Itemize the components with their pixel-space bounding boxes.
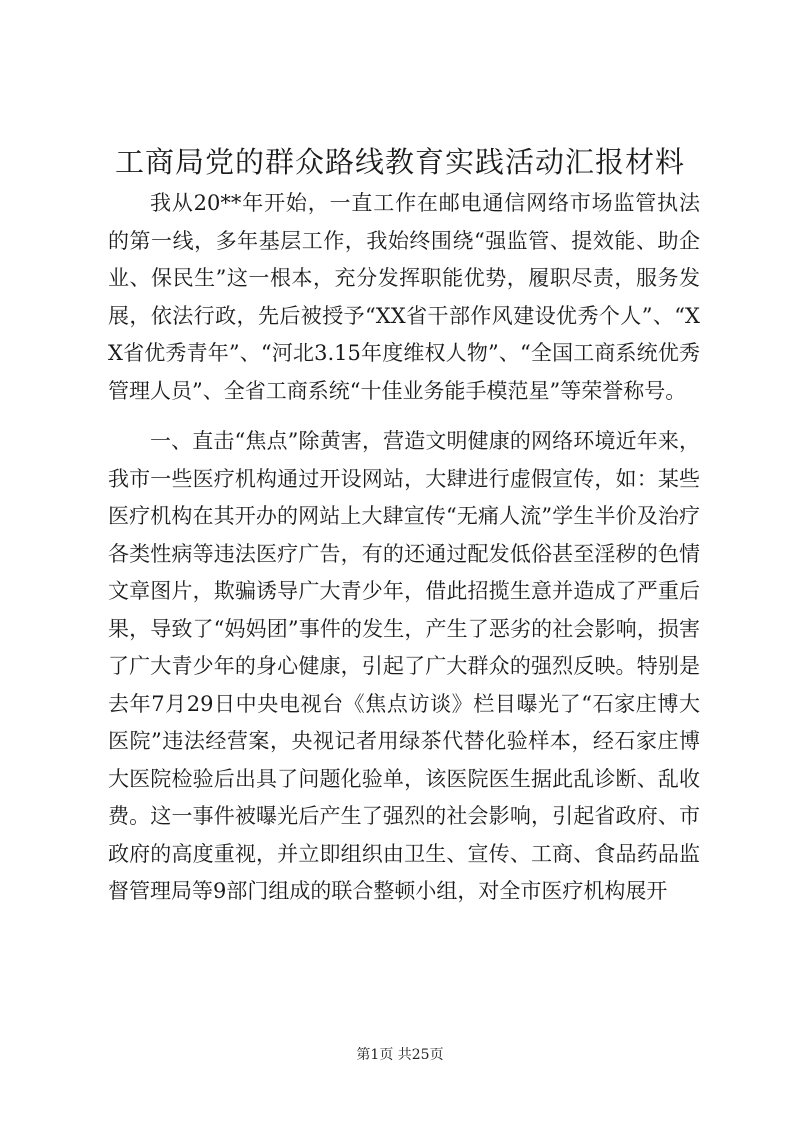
page-number-footer: 第1页 共25页 bbox=[356, 1047, 444, 1063]
document-title: 工商局党的群众路线教育实践活动汇报材料 bbox=[114, 145, 685, 179]
document-body bbox=[108, 185, 700, 911]
paragraph-intro: 我从20**年开始，一直工作在邮电通信网络市场监管执法的第一线，多年基层工作，我始终围绕“强监管、提效能、助企业、保民生”这一根本，充分发挥职能优势，履职尽责，服务发展，依法行政，先后被授予“XX省干部作风建设优秀个人”、“XX省优秀青年”、“河北3.15年度维权人物”、“全国工商系统优秀管理人员”、全省工商系统“十佳业务能手模范星”等荣誉称号。 bbox=[108, 191, 700, 403]
paragraph-section-one: 一、直击“焦点”除黄害，营造文明健康的网络环境近年来，我市一些医疗机构通过开设网站，大肆进行虚假宣传，如：某些医疗机构在其开办的网站上大肆宣传“无痛人流”学生半价及治疗各类性病等违法医疗广告，有的还通过配发低俗甚至淫秽的色情文章图片，欺骗诱导广大青少年，借此招揽生意并造成了严重后果，导致了“妈妈团”事件的发生，产生了恶劣的社会影响，损害了广大青少年的身心健康，引起了广大群众的强烈反映。特别是去年7月29日中央电视台《焦点访谈》栏目曝光了“石家庄博大医院”违法经营案，央视记者用绿茶代替化验样本，经石家庄博大医院检验后出具了问题化验单，该医院医生据此乱诊断、乱收费。这一事件被曝光后产生了强烈的社会影响，引起省政府、市政府的高度重视，并立即组织由卫生、宣传、工商、食品药品监督管理局等9部门组成的联合整顿小组，对全市医疗机构展开 bbox=[108, 429, 700, 903]
